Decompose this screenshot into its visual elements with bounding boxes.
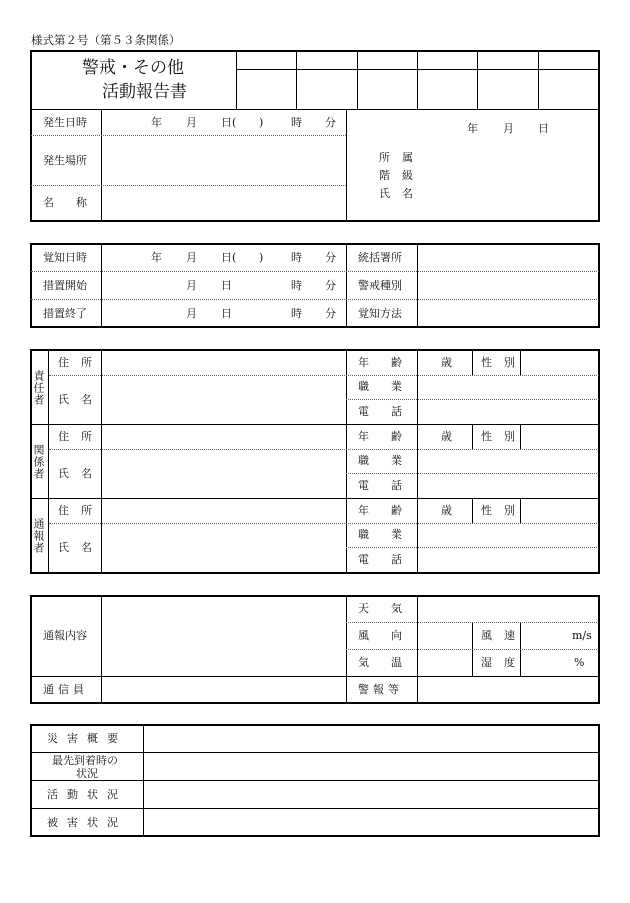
report-day-unit: 日 xyxy=(538,122,549,135)
sex-label: 性別 xyxy=(481,430,527,443)
warnings-label: 警報等 xyxy=(358,683,403,696)
action-end-label: 措置終了 xyxy=(43,307,87,320)
row-divider xyxy=(31,299,599,300)
name-label: 氏名 xyxy=(58,393,104,406)
month-unit: 月 xyxy=(186,116,197,129)
age-unit: 歳 xyxy=(441,430,452,443)
occupation-label: 職業 xyxy=(358,380,424,393)
address-label: 住所 xyxy=(58,430,104,443)
hour-unit: 時 xyxy=(291,279,302,292)
divider xyxy=(48,350,49,573)
address-label: 住所 xyxy=(58,504,104,517)
group-label-reporter: 通報者 xyxy=(32,518,45,554)
group-divider xyxy=(31,498,599,499)
group-label-responsible: 責任者 xyxy=(32,370,45,406)
divider xyxy=(346,110,347,221)
month-unit: 月 xyxy=(186,251,197,264)
minute-unit: 分 xyxy=(325,251,336,264)
action-start-label: 措置開始 xyxy=(43,279,87,292)
title-line2: 活動報告書 xyxy=(102,82,187,102)
divider xyxy=(31,109,599,110)
divider xyxy=(417,244,418,327)
age-label: 年齢 xyxy=(358,356,424,369)
day-unit: 日 xyxy=(221,307,232,320)
row-divider xyxy=(31,185,346,186)
report-content-label: 通報内容 xyxy=(43,629,87,642)
divider xyxy=(472,498,473,523)
row-divider xyxy=(346,399,599,400)
temperature-label: 気温 xyxy=(358,656,424,669)
humidity-unit: % xyxy=(574,656,585,669)
divider xyxy=(472,424,473,449)
occupation-label: 職業 xyxy=(358,528,424,541)
stamp-grid-line xyxy=(237,69,599,70)
minute-unit: 分 xyxy=(325,116,336,129)
row-divider xyxy=(346,649,599,650)
awareness-datetime-label: 覚知日時 xyxy=(43,251,87,264)
wind-speed-unit: m/s xyxy=(572,629,592,642)
address-label: 住所 xyxy=(58,356,104,369)
row-divider xyxy=(49,449,599,450)
stamp-grid-line xyxy=(417,51,418,109)
name-label: 名称 xyxy=(43,196,109,209)
row-divider xyxy=(31,752,599,753)
title-line1: 警戒・その他 xyxy=(82,58,184,78)
row-divider xyxy=(31,676,599,677)
affiliation-label: 所属 xyxy=(379,151,425,164)
occupation-label: 職業 xyxy=(358,454,424,467)
control-station-label: 統括署所 xyxy=(358,251,402,264)
first-arrival-label: 状況 xyxy=(76,767,98,780)
divider xyxy=(101,244,102,327)
row-divider xyxy=(31,808,599,809)
hour-unit: 時 xyxy=(291,116,302,129)
group-label-related: 関係者 xyxy=(32,444,45,480)
awareness-method-label: 覚知方法 xyxy=(358,307,402,320)
name-label: 氏名 xyxy=(58,541,104,554)
disaster-summary-label: 災害概要 xyxy=(47,732,127,745)
weekday-close: ) xyxy=(259,116,264,129)
age-unit: 歳 xyxy=(441,504,452,517)
stamp-grid-line xyxy=(296,51,297,109)
wind-direction-label: 風向 xyxy=(358,629,424,642)
age-unit: 歳 xyxy=(441,356,452,369)
day-unit: 日( xyxy=(221,116,237,129)
report-year-unit: 年 xyxy=(467,122,478,135)
day-unit: 日 xyxy=(221,279,232,292)
divider xyxy=(346,244,347,327)
person-name-label: 氏名 xyxy=(379,187,425,200)
occurrence-datetime-label: 発生日時 xyxy=(43,116,87,129)
row-divider xyxy=(49,375,599,376)
persons-block xyxy=(30,349,600,574)
stamp-grid-line xyxy=(477,51,478,109)
sex-label: 性別 xyxy=(481,504,527,517)
year-unit: 年 xyxy=(151,116,162,129)
phone-label: 電話 xyxy=(358,479,424,492)
hour-unit: 時 xyxy=(291,307,302,320)
weekday-close: ) xyxy=(259,251,264,264)
phone-label: 電話 xyxy=(358,405,424,418)
minute-unit: 分 xyxy=(325,307,336,320)
alert-type-label: 警戒種別 xyxy=(358,279,402,292)
name-label: 氏名 xyxy=(58,467,104,480)
first-arrival-label: 最先到着時の xyxy=(52,754,118,767)
month-unit: 月 xyxy=(186,279,197,292)
minute-unit: 分 xyxy=(325,279,336,292)
report-month-unit: 月 xyxy=(503,122,514,135)
row-divider xyxy=(31,271,599,272)
month-unit: 月 xyxy=(186,307,197,320)
wind-speed-label: 風速 xyxy=(481,629,527,642)
row-divider xyxy=(31,780,599,781)
time-block xyxy=(30,243,600,328)
stamp-grid-line xyxy=(538,51,539,109)
damage-status-label: 被害状況 xyxy=(47,816,127,829)
form-number: 様式第２号（第５３条関係） xyxy=(31,33,181,47)
humidity-label: 湿度 xyxy=(481,656,527,669)
row-divider xyxy=(346,622,599,623)
weather-label: 天気 xyxy=(358,602,424,615)
age-label: 年齢 xyxy=(358,430,424,443)
divider xyxy=(346,350,347,573)
hour-unit: 時 xyxy=(291,251,302,264)
row-divider xyxy=(31,135,346,136)
phone-label: 電話 xyxy=(358,553,424,566)
divider xyxy=(101,596,102,703)
sex-label: 性別 xyxy=(481,356,527,369)
row-divider xyxy=(49,523,599,524)
divider xyxy=(101,350,102,573)
occurrence-place-label: 発生場所 xyxy=(43,154,87,167)
rank-label: 階級 xyxy=(379,169,425,182)
age-label: 年齢 xyxy=(358,504,424,517)
group-divider xyxy=(31,424,599,425)
row-divider xyxy=(346,547,599,548)
stamp-grid-line xyxy=(357,51,358,109)
divider xyxy=(472,350,473,375)
year-unit: 年 xyxy=(151,251,162,264)
stamp-grid-line xyxy=(236,51,237,109)
operator-label: 通信員 xyxy=(43,683,88,696)
day-unit: 日( xyxy=(221,251,237,264)
row-divider xyxy=(346,473,599,474)
activity-status-label: 活動状況 xyxy=(47,788,127,801)
